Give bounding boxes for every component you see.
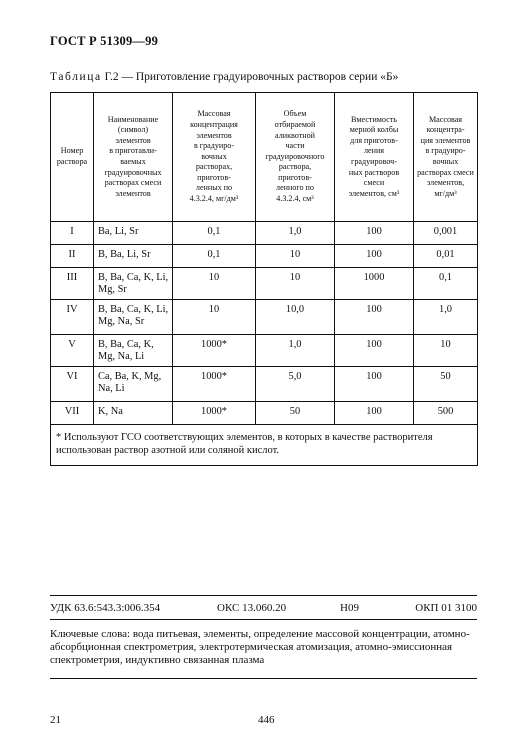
table-footnote: * Используют ГСО соответствующих элементов, в которых в качестве растворителя использован раствор азотной или соляной кислот. — [51, 425, 478, 466]
solution-number: I — [51, 222, 94, 245]
table-row — [51, 300, 478, 335]
column-header-line: Объем — [283, 109, 307, 119]
column-header-line: смеси — [363, 178, 385, 188]
column-header — [256, 93, 335, 222]
column-header-line: раствора, — [278, 162, 312, 172]
aliquot-volume: 10 — [256, 268, 335, 300]
okp-code: ОКП 01 3100 — [415, 602, 477, 614]
calibration-solutions-table — [50, 92, 478, 466]
column-header-line: концентрация — [190, 119, 238, 129]
column-header-line: градуировоч- — [351, 157, 397, 166]
element-list: B, Ba, Ca, K, Mg, Na, Li — [94, 335, 173, 367]
column-header-line: вочных — [201, 151, 227, 161]
table-row — [51, 367, 478, 402]
element-list: B, Ba, Ca, K, Li, Mg, Sr — [94, 268, 173, 300]
solution-number: VI — [51, 367, 94, 402]
column-header-line: Массовая — [197, 109, 231, 119]
footnote-row — [51, 425, 478, 466]
column-header-line: растворах, — [195, 162, 233, 172]
page-number-left: 21 — [50, 714, 61, 726]
flask-volume: 100 — [335, 222, 414, 245]
solution-number: III — [51, 268, 94, 300]
table-row — [51, 268, 478, 300]
column-header-line: вочных — [432, 157, 459, 166]
column-header-line: ленного по — [276, 183, 314, 193]
column-header-line: ваемых — [120, 157, 146, 166]
table-row — [51, 245, 478, 268]
final-concentration: 50 — [414, 367, 478, 402]
column-header-line: элементов — [115, 135, 151, 145]
aliquot-volume: 10,0 — [256, 300, 335, 335]
element-list: K, Na — [94, 402, 173, 425]
mass-concentration: 1000* — [173, 335, 256, 367]
column-header-line: Номер — [60, 146, 84, 156]
column-header — [94, 93, 173, 222]
table-row — [51, 222, 478, 245]
column-header-line: ных растворов — [348, 167, 400, 177]
final-concentration: 10 — [414, 335, 478, 367]
aliquot-volume: 1,0 — [256, 222, 335, 245]
final-concentration: 0,001 — [414, 222, 478, 245]
column-header-line: элементов, — [426, 178, 465, 188]
aliquot-volume: 10 — [256, 245, 335, 268]
column-header-line: части — [285, 141, 305, 151]
column-header — [414, 93, 478, 222]
mass-concentration: 10 — [173, 268, 256, 300]
column-header-line: Наименование — [107, 114, 159, 124]
mass-concentration: 0,1 — [173, 245, 256, 268]
column-header — [335, 93, 414, 222]
aliquot-volume: 1,0 — [256, 335, 335, 367]
final-concentration: 0,1 — [414, 268, 478, 300]
final-concentration: 1,0 — [414, 300, 478, 335]
table-caption-text: Г.2 — Приготовление градуировочных растворов серии «Б» — [104, 71, 399, 83]
column-header-line: элементов — [196, 130, 232, 140]
solution-number: II — [51, 245, 94, 268]
element-list: Ba, Li, Sr — [94, 222, 173, 245]
column-header-line: (символ) — [117, 125, 149, 135]
element-list: Ca, Ba, K, Mg, Na, Li — [94, 367, 173, 402]
divider-line — [50, 619, 477, 620]
column-header — [173, 93, 256, 222]
mass-concentration: 10 — [173, 300, 256, 335]
column-header-line: 4.3.2.4, см³ — [276, 194, 314, 204]
keywords-paragraph: Ключевые слова: вода питьевая, элементы, определение массовой концентрации, атомно-абсорбционная спектрометрия, электротермическая атомизация, атомно-эмиссионная спектрометрия, индуктивно связанная плазма — [50, 628, 470, 666]
column-header-line: элементов, см³ — [348, 188, 400, 198]
flask-volume: 100 — [335, 367, 414, 402]
column-header-line: приготов- — [197, 172, 231, 182]
column-header-line: в градуиро- — [425, 146, 466, 156]
column-header-line: мерной колбы — [349, 125, 399, 135]
column-header — [51, 93, 94, 222]
column-header-line: 4.3.2.4, мг/дм³ — [189, 194, 239, 204]
flask-volume: 100 — [335, 300, 414, 335]
divider-line — [50, 595, 477, 596]
table-header-row — [51, 93, 478, 222]
flask-volume: 1000 — [335, 268, 414, 300]
category-code: Н09 — [340, 602, 359, 614]
column-header-line: отбираемой — [274, 119, 316, 129]
standard-header: ГОСТ Р 51309—99 — [50, 34, 159, 48]
column-header-line: аликвотной — [275, 130, 315, 140]
flask-volume: 100 — [335, 245, 414, 268]
column-header-line: концентра- — [426, 125, 465, 135]
table-row — [51, 402, 478, 425]
column-header-line: ленных по — [195, 183, 233, 193]
element-list: B, Ba, Ca, K, Li, Mg, Na, Sr — [94, 300, 173, 335]
column-header-line: раствора — [56, 157, 88, 166]
column-header-line: для приготов- — [350, 135, 398, 145]
udk-code: УДК 63.6:543.3:006.354 — [50, 602, 161, 614]
table-caption — [50, 71, 398, 83]
aliquot-volume: 50 — [256, 402, 335, 425]
column-header-line: растворах смеси — [417, 167, 474, 177]
mass-concentration: 1000* — [173, 367, 256, 402]
final-concentration: 0,01 — [414, 245, 478, 268]
divider-line — [50, 678, 477, 679]
flask-volume: 100 — [335, 335, 414, 367]
solution-number: V — [51, 335, 94, 367]
column-header-line: Массовая — [428, 114, 463, 124]
column-header-line: в градуиро- — [193, 141, 235, 151]
column-header-line: ления — [363, 146, 385, 156]
column-header-line: мг/дм³ — [434, 188, 457, 198]
final-concentration: 500 — [414, 402, 478, 425]
solution-number: VII — [51, 402, 94, 425]
oks-code: ОКС 13.060.20 — [217, 602, 287, 614]
column-header-line: градуировочного — [265, 151, 325, 161]
column-header-line: ция элементов — [420, 135, 471, 145]
mass-concentration: 1000* — [173, 402, 256, 425]
column-header-line: элементов — [115, 188, 151, 198]
page-number-center: 446 — [258, 714, 275, 726]
aliquot-volume: 5,0 — [256, 367, 335, 402]
column-header-line: в приготавли- — [109, 146, 157, 156]
table-caption-prefix: Таблица — [50, 71, 102, 83]
mass-concentration: 0,1 — [173, 222, 256, 245]
flask-volume: 100 — [335, 402, 414, 425]
column-header-line: градуировочных — [104, 167, 162, 177]
table-row — [51, 335, 478, 367]
column-header-line: Вместимость — [351, 114, 397, 124]
solution-number: IV — [51, 300, 94, 335]
element-list: B, Ba, Li, Sr — [94, 245, 173, 268]
column-header-line: приготов- — [278, 172, 312, 182]
column-header-line: растворах смеси — [104, 178, 162, 188]
